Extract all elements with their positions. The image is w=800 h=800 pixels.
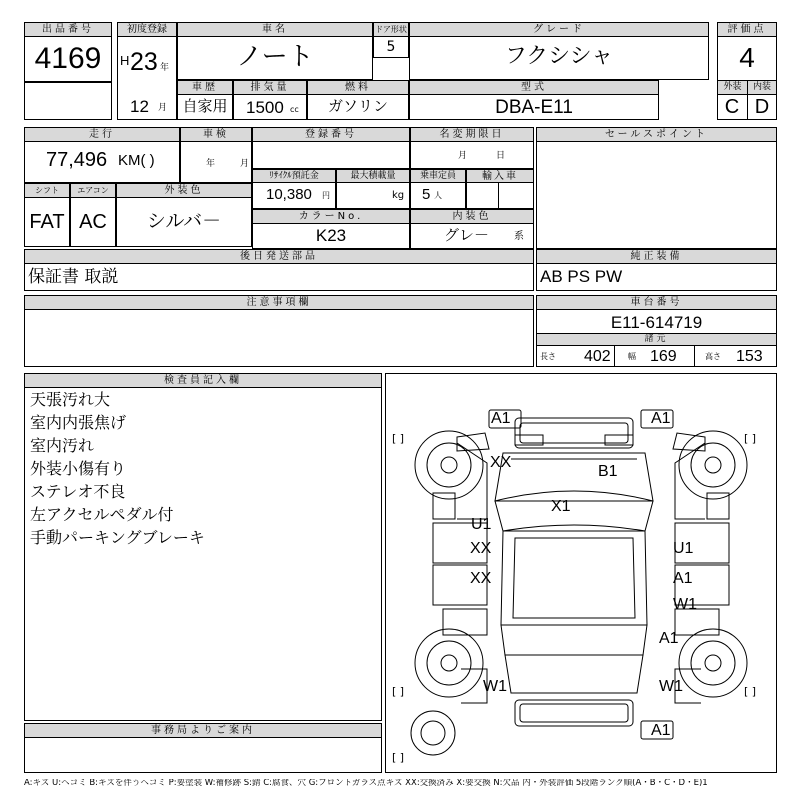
bracket-spare: [ ] (392, 751, 405, 764)
first-reg-era: H (120, 53, 130, 68)
model-label: 型式 (410, 81, 658, 94)
note-line: 室内内張焦げ (30, 413, 127, 432)
chassis-value: E11-614719 (610, 313, 703, 332)
color-no-value: K23 (315, 226, 347, 245)
int-color-suffix: 系 (514, 231, 524, 242)
later-parts-value: 保証書 取説 (28, 267, 119, 287)
inspector-label: 検査員記入欄 (25, 374, 381, 387)
color-no-label: カラーNo. (253, 210, 409, 223)
name-change-month-unit: 月 (458, 151, 468, 161)
recycle-unit: 円 (322, 191, 330, 200)
grade-value: フクシシャ (504, 44, 614, 69)
name-change-day-unit: 日 (496, 151, 506, 161)
equipment-label: 純正装備 (537, 250, 776, 263)
name-change-label: 名変期限日 (411, 128, 533, 141)
later-parts-label: 後日発送部品 (25, 250, 533, 263)
history-label: 車歴 (178, 81, 232, 94)
length-value: 402 (584, 348, 611, 365)
mileage-value: 77,496 (46, 149, 108, 171)
score-value: 4 (739, 42, 755, 73)
max-load-label: 最大積載量 (337, 170, 409, 183)
first-reg-year-unit: 年 (160, 63, 170, 73)
width-value: 169 (650, 348, 677, 365)
mileage-label: 走行 (25, 128, 179, 141)
car-name-label: 車名 (178, 23, 372, 36)
ext-color-value: シルバ－ (146, 210, 222, 232)
grade-label: グレード (410, 23, 708, 36)
inspection-label: 車検 (181, 128, 251, 141)
mark-a1-rear-fender: A1 (659, 630, 679, 647)
first-reg-month-unit: 月 (158, 103, 168, 113)
mark-a1-right-rear-door: A1 (673, 570, 693, 587)
mark-xx-hood: XX (490, 454, 512, 471)
car-name: ノート (236, 42, 314, 72)
displacement-label: 排気量 (234, 81, 306, 94)
mark-w1-left-rear: W1 (483, 678, 507, 695)
ac-label: エアコン (71, 184, 115, 197)
height-value: 153 (736, 348, 763, 365)
mark-xx-rear-door: XX (470, 570, 492, 587)
office-label: 事務局よりご案内 (25, 724, 381, 737)
note-line: 左アクセルペダル付 (30, 505, 174, 524)
recycle-value: 10,380 (266, 186, 312, 203)
bracket-bottom-right: [ ] (744, 685, 757, 698)
int-color-value: グレ－ (444, 226, 490, 244)
lot-label: 出品番号 (25, 23, 111, 36)
width-label: 幅 (628, 352, 636, 361)
mileage-unit: KM( ) (118, 152, 155, 169)
length-label: 長さ (540, 352, 556, 361)
sales-points-box (536, 127, 777, 249)
note-line: 外装小傷有り (30, 459, 127, 478)
mark-w1-right-rear: W1 (659, 678, 683, 695)
first-reg-month: 12 (130, 97, 149, 116)
note-line: 室内汚れ (30, 436, 95, 455)
capacity-unit: 人 (434, 191, 442, 200)
mark-w1-right-rear-door: W1 (673, 596, 697, 613)
inspector-notes (30, 388, 205, 549)
door-label: ドア形状 (375, 25, 407, 34)
fuel-value: ガソリン (327, 97, 388, 115)
legend: A:キズ U:ヘコミ B:キズを伴うヘコミ P:要塗装 W:補修跡 S:錆 C:腐食、穴 G:フロントガラス点キズ XX:交換済み X:要交換 N:欠品 内・外装評価 5段階ランク順(A・B・C・D・E)1 (24, 779, 708, 788)
note-line: ステレオ不良 (30, 482, 126, 501)
specs-label: 諸元 (537, 334, 776, 345)
sales-points-label: セールスポイント (537, 128, 776, 141)
recycle-label: ﾘｻｲｸﾙ預託金 (253, 170, 335, 183)
fuel-label: 燃料 (308, 81, 408, 94)
history-value: 自家用 (182, 97, 228, 115)
import-label: 輸入車 (467, 170, 533, 183)
registration-label: 登録番号 (253, 128, 409, 141)
lot-number: 4169 (34, 42, 102, 75)
mark-x1-windshield: X1 (551, 498, 571, 515)
bracket-bottom-left: [ ] (392, 685, 405, 698)
mark-b1-hood: B1 (598, 463, 618, 480)
shift-value: FAT (29, 211, 65, 233)
interior-score: D (754, 96, 770, 118)
ac-value: AC (79, 211, 107, 233)
exterior-score-label: 外装 (718, 81, 747, 94)
first-reg-label: 初度登録 (118, 23, 176, 36)
capacity-label: 乗車定員 (411, 170, 465, 183)
mark-a1-top-left: A1 (491, 410, 511, 427)
door-value: 5 (386, 39, 396, 55)
caution-label: 注意事項欄 (25, 296, 533, 309)
mark-a1-bottom: A1 (651, 722, 671, 739)
shift-label: シフト (25, 184, 69, 197)
mark-u1-front-door: U1 (471, 516, 492, 533)
mark-u1-right-front: U1 (673, 540, 694, 557)
max-load-unit: kg (392, 190, 405, 201)
mark-a1-top-right: A1 (651, 410, 671, 427)
model-value: DBA-E11 (495, 97, 573, 118)
displacement-value: 1500 (246, 98, 284, 117)
interior-score-label: 内装 (748, 81, 776, 94)
bracket-top-left: [ ] (392, 432, 405, 445)
bracket-top-right: [ ] (744, 432, 757, 445)
exterior-score: C (724, 96, 740, 118)
height-label: 高さ (705, 352, 721, 361)
first-reg-year: 23 (130, 48, 158, 76)
displacement-unit: cc (290, 105, 299, 114)
equipment-value: AB PS PW (540, 267, 623, 286)
mark-xx-front-door: XX (470, 540, 492, 557)
inspection-year-unit: 年 (206, 159, 216, 169)
ext-color-label: 外装色 (117, 184, 251, 197)
car-diagram-svg (385, 373, 777, 773)
score-label: 評価点 (718, 23, 776, 36)
note-line: 手動パーキングブレーキ (30, 528, 205, 547)
inspection-month-unit: 月 (240, 159, 250, 169)
capacity-value: 5 (422, 186, 431, 203)
chassis-label: 車台番号 (537, 296, 776, 309)
note-line: 天張汚れ大 (30, 390, 111, 409)
int-color-label: 内装色 (411, 210, 533, 223)
